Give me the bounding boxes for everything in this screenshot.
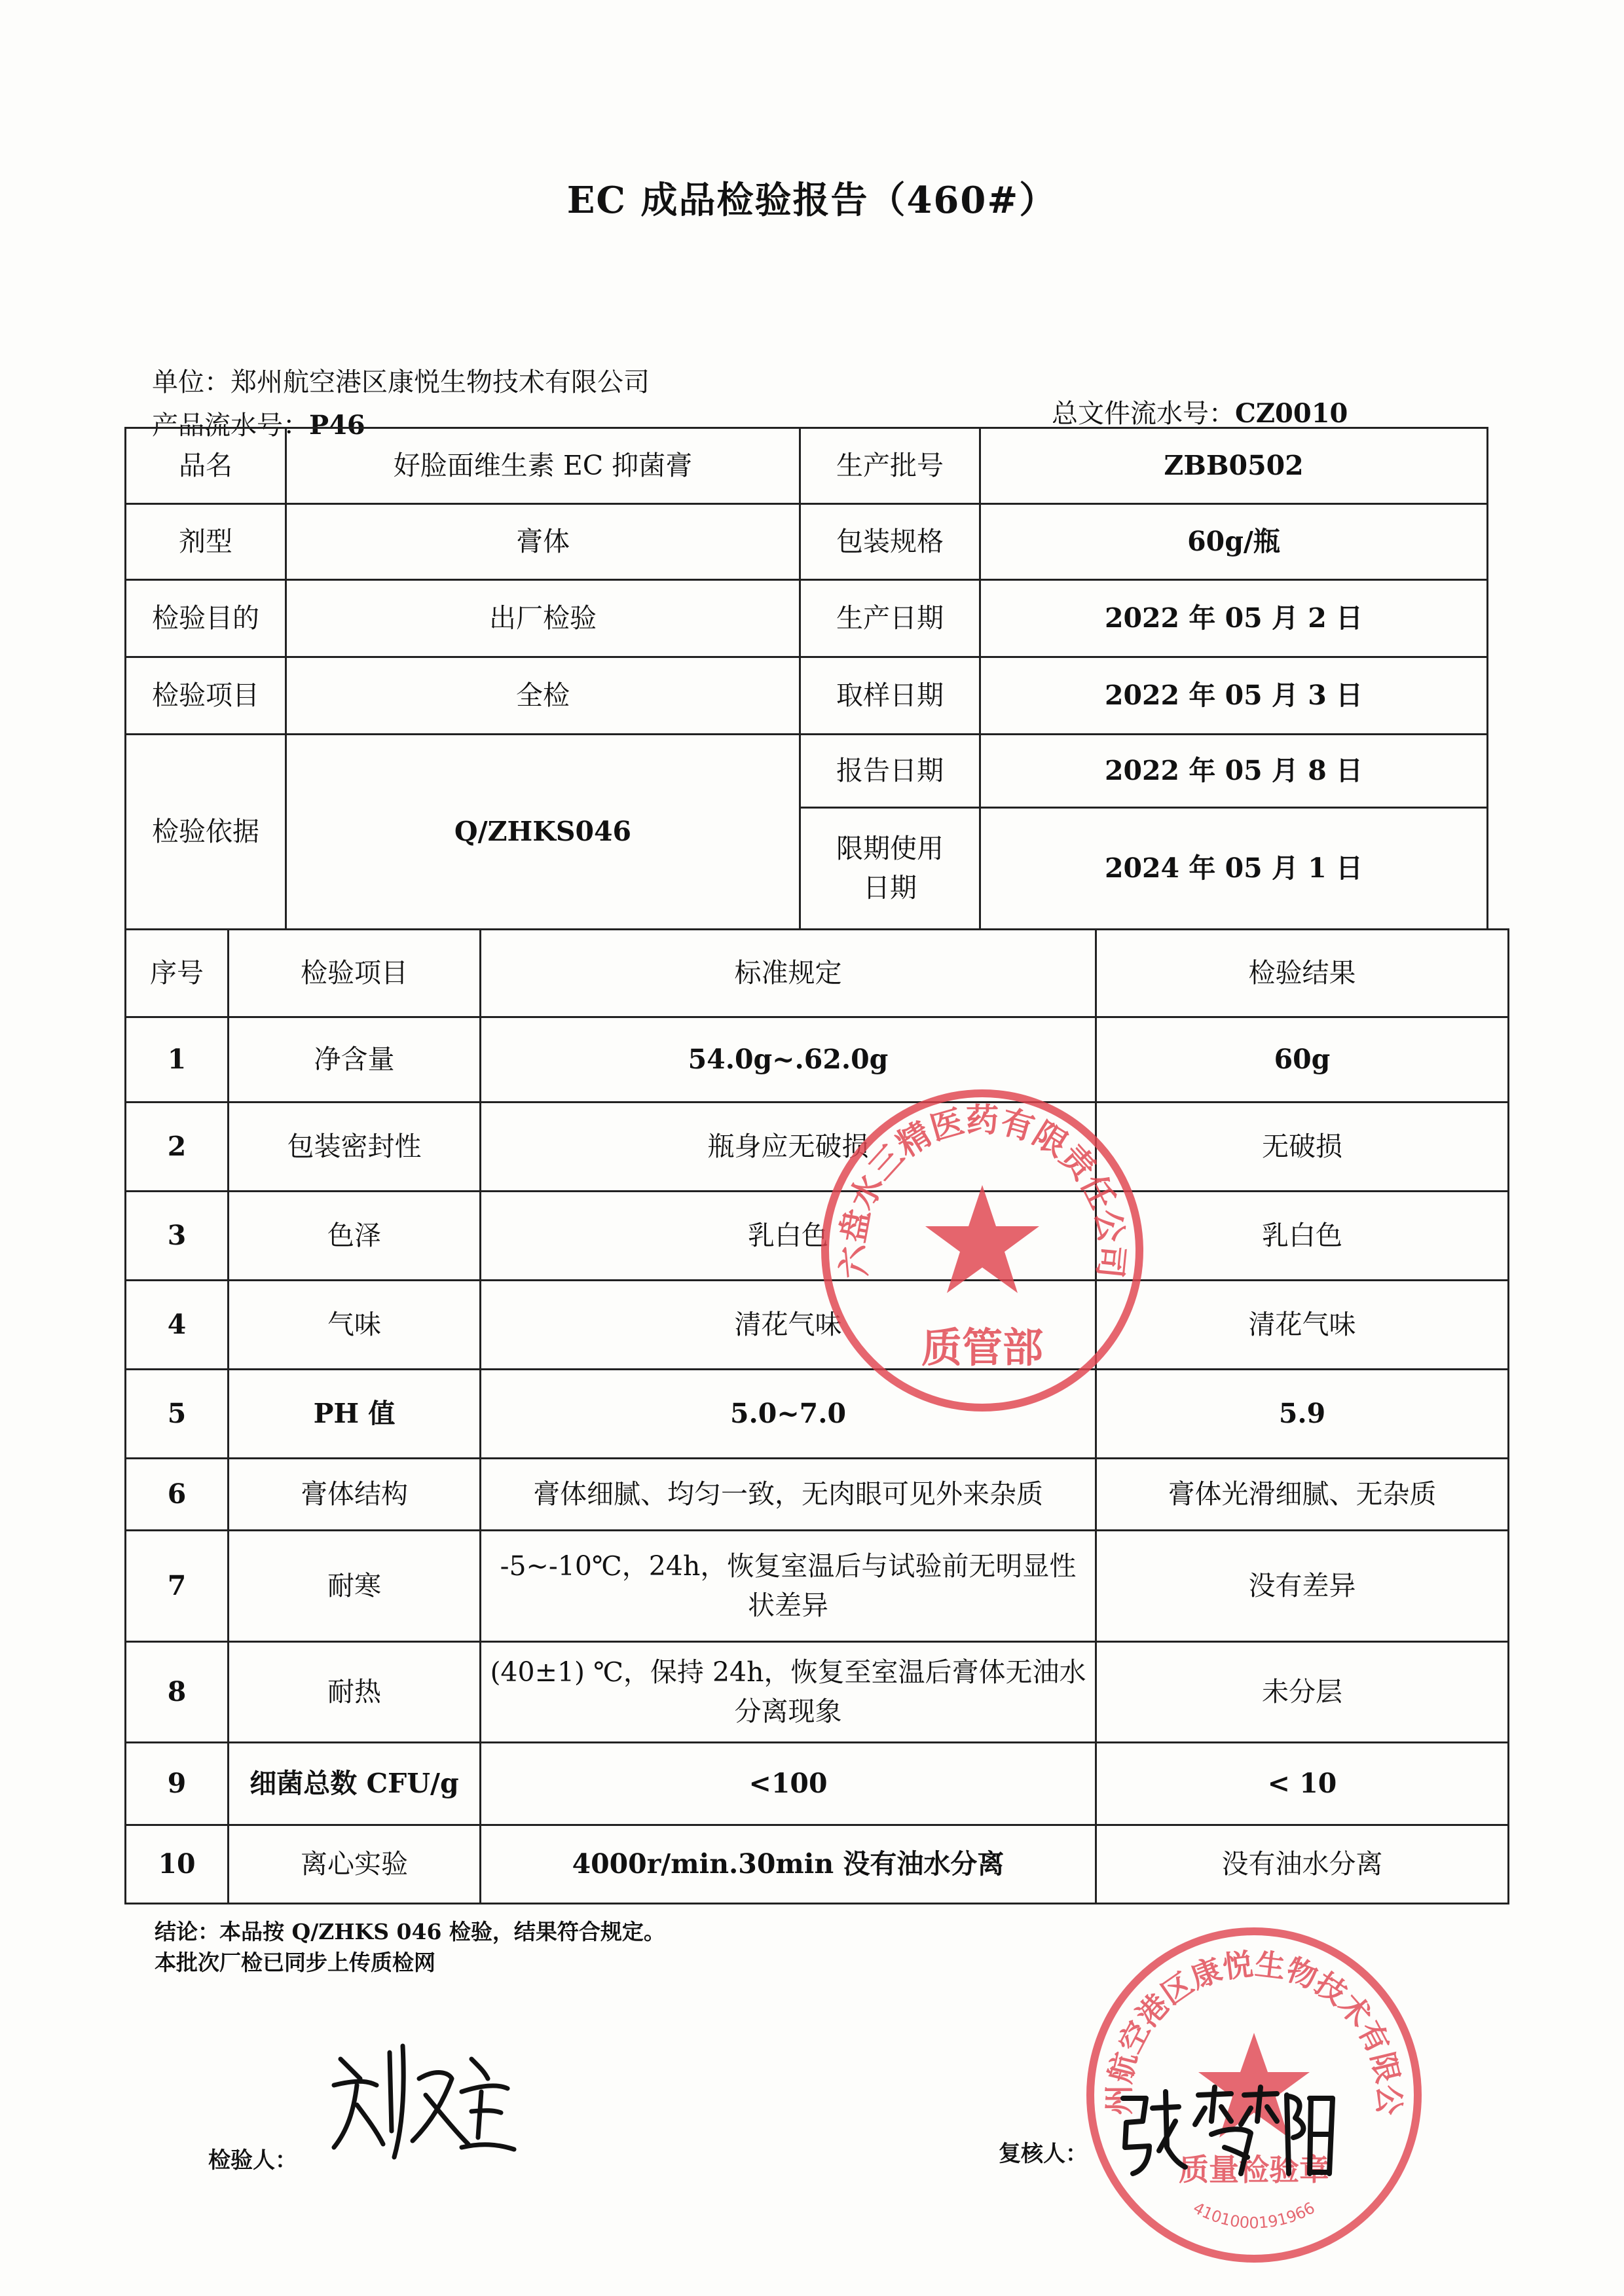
table-row (126, 1825, 1509, 1904)
row-number: 9 (126, 1743, 229, 1825)
dosage-form: 膏体 (286, 504, 800, 580)
basic-info-table (124, 427, 1488, 930)
header-standard: 标准规定 (481, 930, 1096, 1017)
name-label: 品名 (126, 428, 286, 504)
info-row (126, 428, 1488, 504)
row-standard: (40±1) ℃，保持 24h，恢复至室温后膏体无油水分离现象 (481, 1642, 1096, 1743)
row-number: 5 (126, 1370, 229, 1459)
item-label: 检验项目 (126, 657, 286, 735)
stamp2-code: 4101000191966 (1190, 2198, 1318, 2232)
row-result: 5.9 (1096, 1370, 1509, 1459)
stamp2-center-text: 质量检验章 (1179, 2152, 1329, 2187)
expiry-label-line1: 限期使用 (836, 833, 944, 865)
row-item: 细菌总数 CFU/g (229, 1743, 481, 1825)
table-row (126, 1459, 1509, 1531)
row-item: 耐寒 (229, 1531, 481, 1642)
row-item: 耐热 (229, 1642, 481, 1743)
table-row (126, 1743, 1509, 1825)
row-item: 离心实验 (229, 1825, 481, 1904)
form-label: 剂型 (126, 504, 286, 580)
inspection-basis: Q/ZHKS046 (286, 735, 800, 930)
row-number: 2 (126, 1102, 229, 1192)
prod-date-label: 生产日期 (800, 580, 980, 657)
row-standard: <100 (481, 1743, 1096, 1825)
stamp1-center-text: 质管部 (921, 1324, 1044, 1372)
row-result: < 10 (1096, 1743, 1509, 1825)
info-row (126, 735, 1488, 808)
batch-number: ZBB0502 (980, 428, 1488, 504)
row-result: 膏体光滑细腻、无杂质 (1096, 1459, 1509, 1531)
info-row (126, 657, 1488, 735)
info-row (126, 580, 1488, 657)
inspector-signature (321, 2033, 517, 2170)
unit-label: 单位： (152, 367, 231, 397)
results-header-row (126, 930, 1509, 1017)
batch-label: 生产批号 (800, 428, 980, 504)
inspection-item: 全检 (286, 657, 800, 735)
stamp1-star-icon (925, 1185, 1039, 1293)
file-serial-line (1052, 393, 1348, 430)
package-spec: 60g/瓶 (980, 504, 1488, 580)
product-serial-value: P46 (309, 410, 365, 441)
table-row (126, 1642, 1509, 1743)
row-result: 没有油水分离 (1096, 1825, 1509, 1904)
row-standard: 清花气味 (481, 1281, 1096, 1370)
row-item: 净含量 (229, 1017, 481, 1102)
unit-line (152, 361, 650, 399)
file-serial-value: CZ0010 (1235, 398, 1348, 429)
report-date: 2022 年 05 月 8 日 (980, 735, 1488, 808)
row-standard: 膏体细腻、均匀一致，无肉眼可见外来杂质 (481, 1459, 1096, 1531)
reviewer-label: 复核人： (999, 2141, 1088, 2167)
row-standard: 54.0g~.62.0g (481, 1017, 1096, 1102)
file-serial-label: 总文件流水号： (1052, 399, 1235, 429)
row-number: 4 (126, 1281, 229, 1370)
row-number: 3 (126, 1192, 229, 1281)
expiry-date: 2024 年 05 月 1 日 (980, 808, 1488, 930)
inspection-purpose: 出厂检验 (286, 580, 800, 657)
row-item: 色泽 (229, 1192, 481, 1281)
row-result: 未分层 (1096, 1642, 1509, 1743)
row-standard: 乳白色 (481, 1192, 1096, 1281)
row-standard: 5.0~7.0 (481, 1370, 1096, 1459)
row-item: 包装密封性 (229, 1102, 481, 1192)
row-standard: 瓶身应无破损 (481, 1102, 1096, 1192)
stamp2-ring-text: 郑州航空港区康悦生物技术有限公司 (1062, 1890, 1407, 2115)
row-result: 清花气味 (1096, 1281, 1509, 1370)
conclusion: 结论：本品按 Q/ZHKS 046 检验，结果符合规定。 (155, 1919, 665, 1944)
row-standard: 4000r/min.30min 没有油水分离 (481, 1825, 1096, 1904)
table-row (126, 1531, 1509, 1642)
sample-date-label: 取样日期 (800, 657, 980, 735)
inspector-label: 检验人： (208, 2147, 297, 2174)
row-number: 1 (126, 1017, 229, 1102)
row-result: 乳白色 (1096, 1192, 1509, 1281)
expiry-label-line2: 日期 (863, 871, 917, 903)
report-title: EC 成品检验报告（460#） (566, 179, 1058, 222)
row-item: PH 值 (229, 1370, 481, 1459)
product-serial-label: 产品流水号： (152, 410, 309, 441)
report-date-label: 报告日期 (800, 735, 980, 808)
stamp1-ring-text: 六盘水三精医药有限责任公司 (833, 1101, 1132, 1280)
header-no: 序号 (126, 930, 229, 1017)
row-item: 气味 (229, 1281, 481, 1370)
product-name: 好脸面维生素 EC 抑菌膏 (286, 428, 800, 504)
row-number: 7 (126, 1531, 229, 1642)
header-item: 检验项目 (229, 930, 481, 1017)
row-standard: -5~-10℃，24h，恢复室温后与试验前无明显性状差异 (481, 1531, 1096, 1642)
basis-label: 检验依据 (126, 735, 286, 930)
unit-name: 郑州航空港区康悦生物技术有限公司 (231, 367, 650, 397)
purpose-label: 检验目的 (126, 580, 286, 657)
row-result: 60g (1096, 1017, 1509, 1102)
row-number: 10 (126, 1825, 229, 1904)
stamp-quality-dept (812, 1080, 1153, 1421)
sampling-date: 2022 年 05 月 3 日 (980, 657, 1488, 735)
row-result: 没有差异 (1096, 1531, 1509, 1642)
spec-label: 包装规格 (800, 504, 980, 580)
production-date: 2022 年 05 月 2 日 (980, 580, 1488, 657)
row-number: 6 (126, 1459, 229, 1531)
reviewer-signature (1113, 2082, 1336, 2180)
upload-note: 本批次厂检已同步上传质检网 (155, 1950, 435, 1975)
expiry-label (800, 808, 980, 930)
row-number: 8 (126, 1642, 229, 1743)
info-row (126, 504, 1488, 580)
header-result: 检验结果 (1096, 930, 1509, 1017)
row-item: 膏体结构 (229, 1459, 481, 1531)
row-result: 无破损 (1096, 1102, 1509, 1192)
